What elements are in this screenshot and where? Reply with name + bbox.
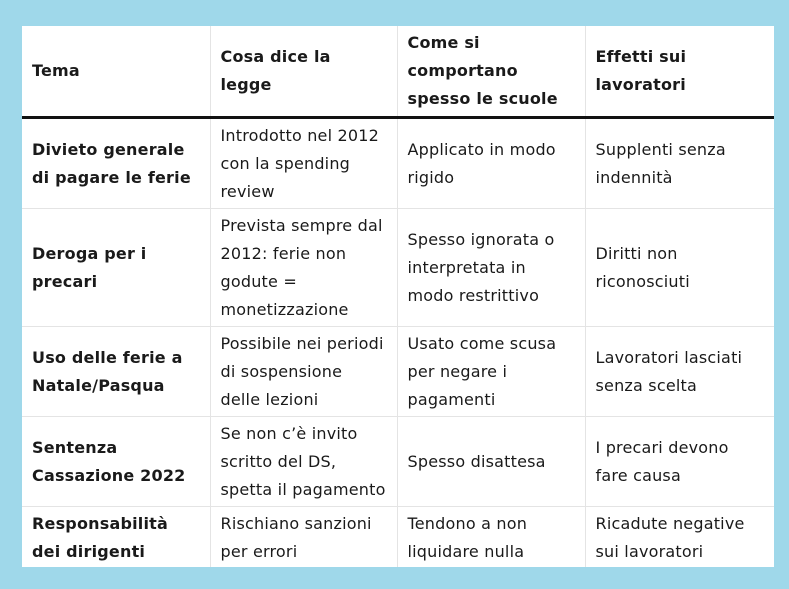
cell-tema: Responsabilità dei dirigenti: [22, 507, 210, 568]
cell-effetti: Diritti non riconosciuti: [585, 209, 774, 327]
header-scuole: Come si comportano spesso le scuole: [397, 26, 585, 118]
cell-legge: Se non c’è invito scritto del DS, spetta il pagamento: [210, 417, 397, 507]
table-panel: [22, 26, 774, 567]
header-legge: Cosa dice la legge: [210, 26, 397, 118]
cell-effetti: I precari devono fare causa: [585, 417, 774, 507]
cell-scuole: Applicato in modo rigido: [397, 118, 585, 209]
table-header-row: [22, 26, 774, 118]
cell-tema: Deroga per i precari: [22, 209, 210, 327]
table-row: [22, 209, 774, 327]
cell-scuole: Spesso disattesa: [397, 417, 585, 507]
cell-tema: Uso delle ferie a Natale/Pasqua: [22, 327, 210, 417]
cell-legge: Prevista sempre dal 2012: ferie non godute = monetizzazione: [210, 209, 397, 327]
table-row: [22, 327, 774, 417]
cell-effetti: Supplenti senza indennità: [585, 118, 774, 209]
cell-legge: Introdotto nel 2012 con la spending review: [210, 118, 397, 209]
cell-tema: Sentenza Cassazione 2022: [22, 417, 210, 507]
cell-legge: Possibile nei periodi di sospensione delle lezioni: [210, 327, 397, 417]
table-row: [22, 417, 774, 507]
cell-legge: Rischiano sanzioni per errori: [210, 507, 397, 568]
cell-scuole: Usato come scusa per negare i pagamenti: [397, 327, 585, 417]
cell-effetti: Ricadute negative sui lavoratori: [595, 513, 745, 561]
table-row: [22, 507, 774, 568]
cell-scuole: Spesso ignorata o interpretata in modo restrittivo: [397, 209, 585, 327]
cell-tema: Divieto generale di pagare le ferie: [22, 118, 210, 209]
header-effetti: Effetti sui lavoratori: [585, 26, 774, 118]
header-tema: Tema: [22, 26, 210, 118]
cell-scuole: Tendono a non liquidare nulla: [397, 507, 585, 568]
comparison-table: [22, 26, 774, 567]
cell-effetti: Lavoratori lasciati senza scelta: [585, 327, 774, 417]
table-row: [22, 118, 774, 209]
